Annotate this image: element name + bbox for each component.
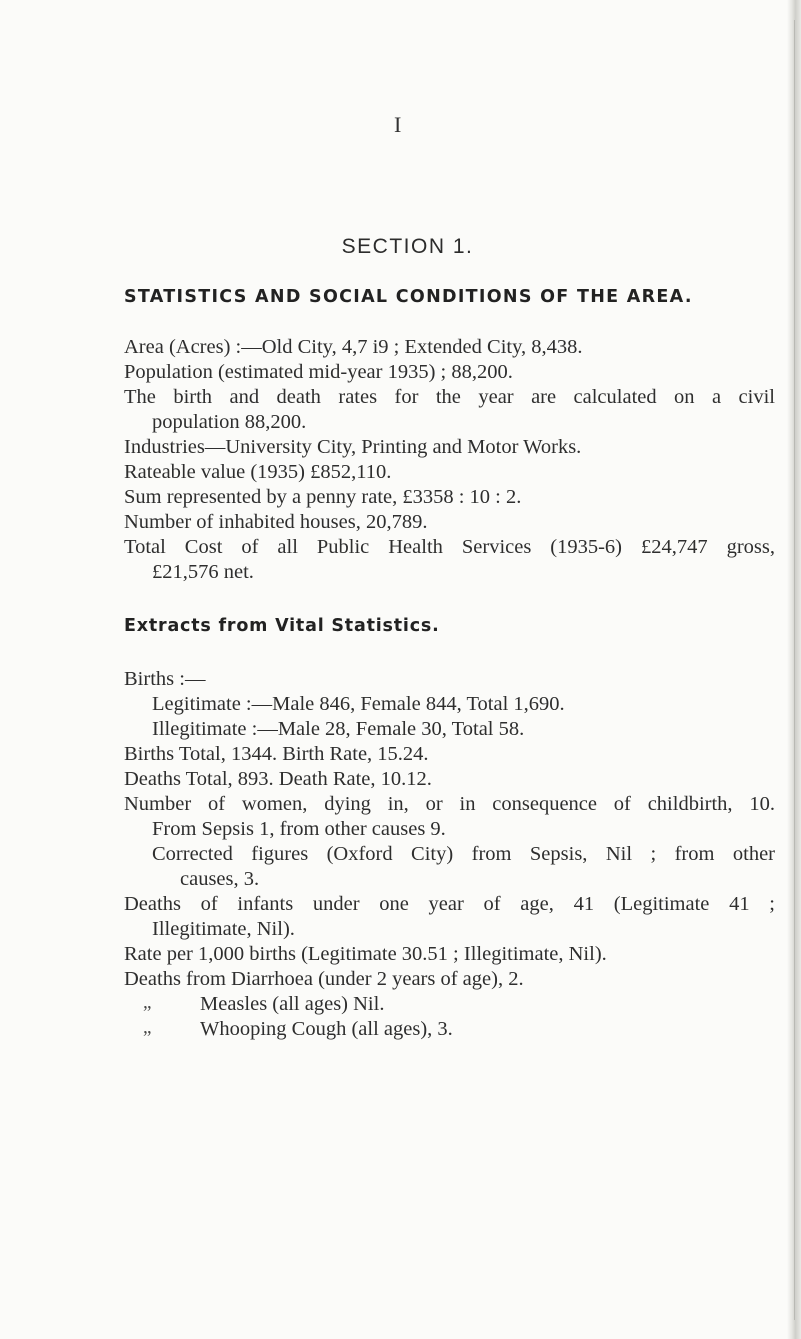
measles-deaths-line: Measles (all ages) Nil. bbox=[200, 993, 385, 1015]
main-heading: STATISTICS AND SOCIAL CONDITIONS OF THE AREA. bbox=[124, 287, 693, 307]
houses-line: Number of inhabited houses, 20,789. bbox=[124, 511, 428, 533]
ditto-mark: „ bbox=[143, 992, 152, 1013]
illegitimate-births-line: Illegitimate :—Male 28, Female 30, Total 58. bbox=[152, 718, 525, 740]
infant-deaths-line-1: Deaths of infants under one year of age, 41 (Legitimate 41 ; bbox=[124, 893, 775, 915]
rateable-value-line: Rateable value (1935) £852,110. bbox=[124, 461, 392, 483]
cost-line-1: Total Cost of all Public Health Services (1935-6) £24,747 gross, bbox=[124, 536, 775, 558]
rates-line-2: population 88,200. bbox=[152, 411, 307, 433]
corrected-figures-line-2: causes, 3. bbox=[180, 868, 260, 890]
page-number: I bbox=[394, 112, 402, 137]
rates-line-1: The birth and death rates for the year are calculated on a civil bbox=[124, 386, 775, 408]
section-title: SECTION 1. bbox=[341, 235, 474, 258]
maternal-deaths-line-2: From Sepsis 1, from other causes 9. bbox=[152, 818, 446, 840]
infant-rate-line: Rate per 1,000 births (Legitimate 30.51 ; Illegitimate, Nil). bbox=[124, 943, 607, 965]
deaths-total-line: Deaths Total, 893. Death Rate, 10.12. bbox=[124, 768, 432, 790]
births-label: Births :— bbox=[124, 668, 206, 690]
ditto-mark: „ bbox=[143, 1017, 152, 1038]
penny-rate-line: Sum represented by a penny rate, £3358 : 10 : 2. bbox=[124, 486, 522, 508]
population-line: Population (estimated mid-year 1935) ; 88,200. bbox=[124, 361, 513, 383]
industries-line: Industries—University City, Printing and Motor Works. bbox=[124, 436, 582, 458]
maternal-deaths-line-1: Number of women, dying in, or in consequence of childbirth, 10. bbox=[124, 793, 775, 815]
whooping-cough-deaths-line: Whooping Cough (all ages), 3. bbox=[200, 1018, 453, 1040]
corrected-figures-line-1: Corrected figures (Oxford City) from Sepsis, Nil ; from other bbox=[152, 843, 775, 865]
vital-statistics-heading: Extracts from Vital Statistics. bbox=[124, 616, 440, 636]
legitimate-births-line: Legitimate :—Male 846, Female 844, Total 1,690. bbox=[152, 693, 565, 715]
infant-deaths-line-2: Illegitimate, Nil). bbox=[152, 918, 295, 940]
cost-line-2: £21,576 net. bbox=[152, 561, 254, 583]
area-line: Area (Acres) :—Old City, 4,7 i9 ; Extended City, 8,438. bbox=[124, 336, 583, 358]
page-edge-line bbox=[794, 20, 795, 1320]
births-total-line: Births Total, 1344. Birth Rate, 15.24. bbox=[124, 743, 429, 765]
diarrhoea-deaths-line: Deaths from Diarrhoea (under 2 years of age), 2. bbox=[124, 968, 524, 990]
